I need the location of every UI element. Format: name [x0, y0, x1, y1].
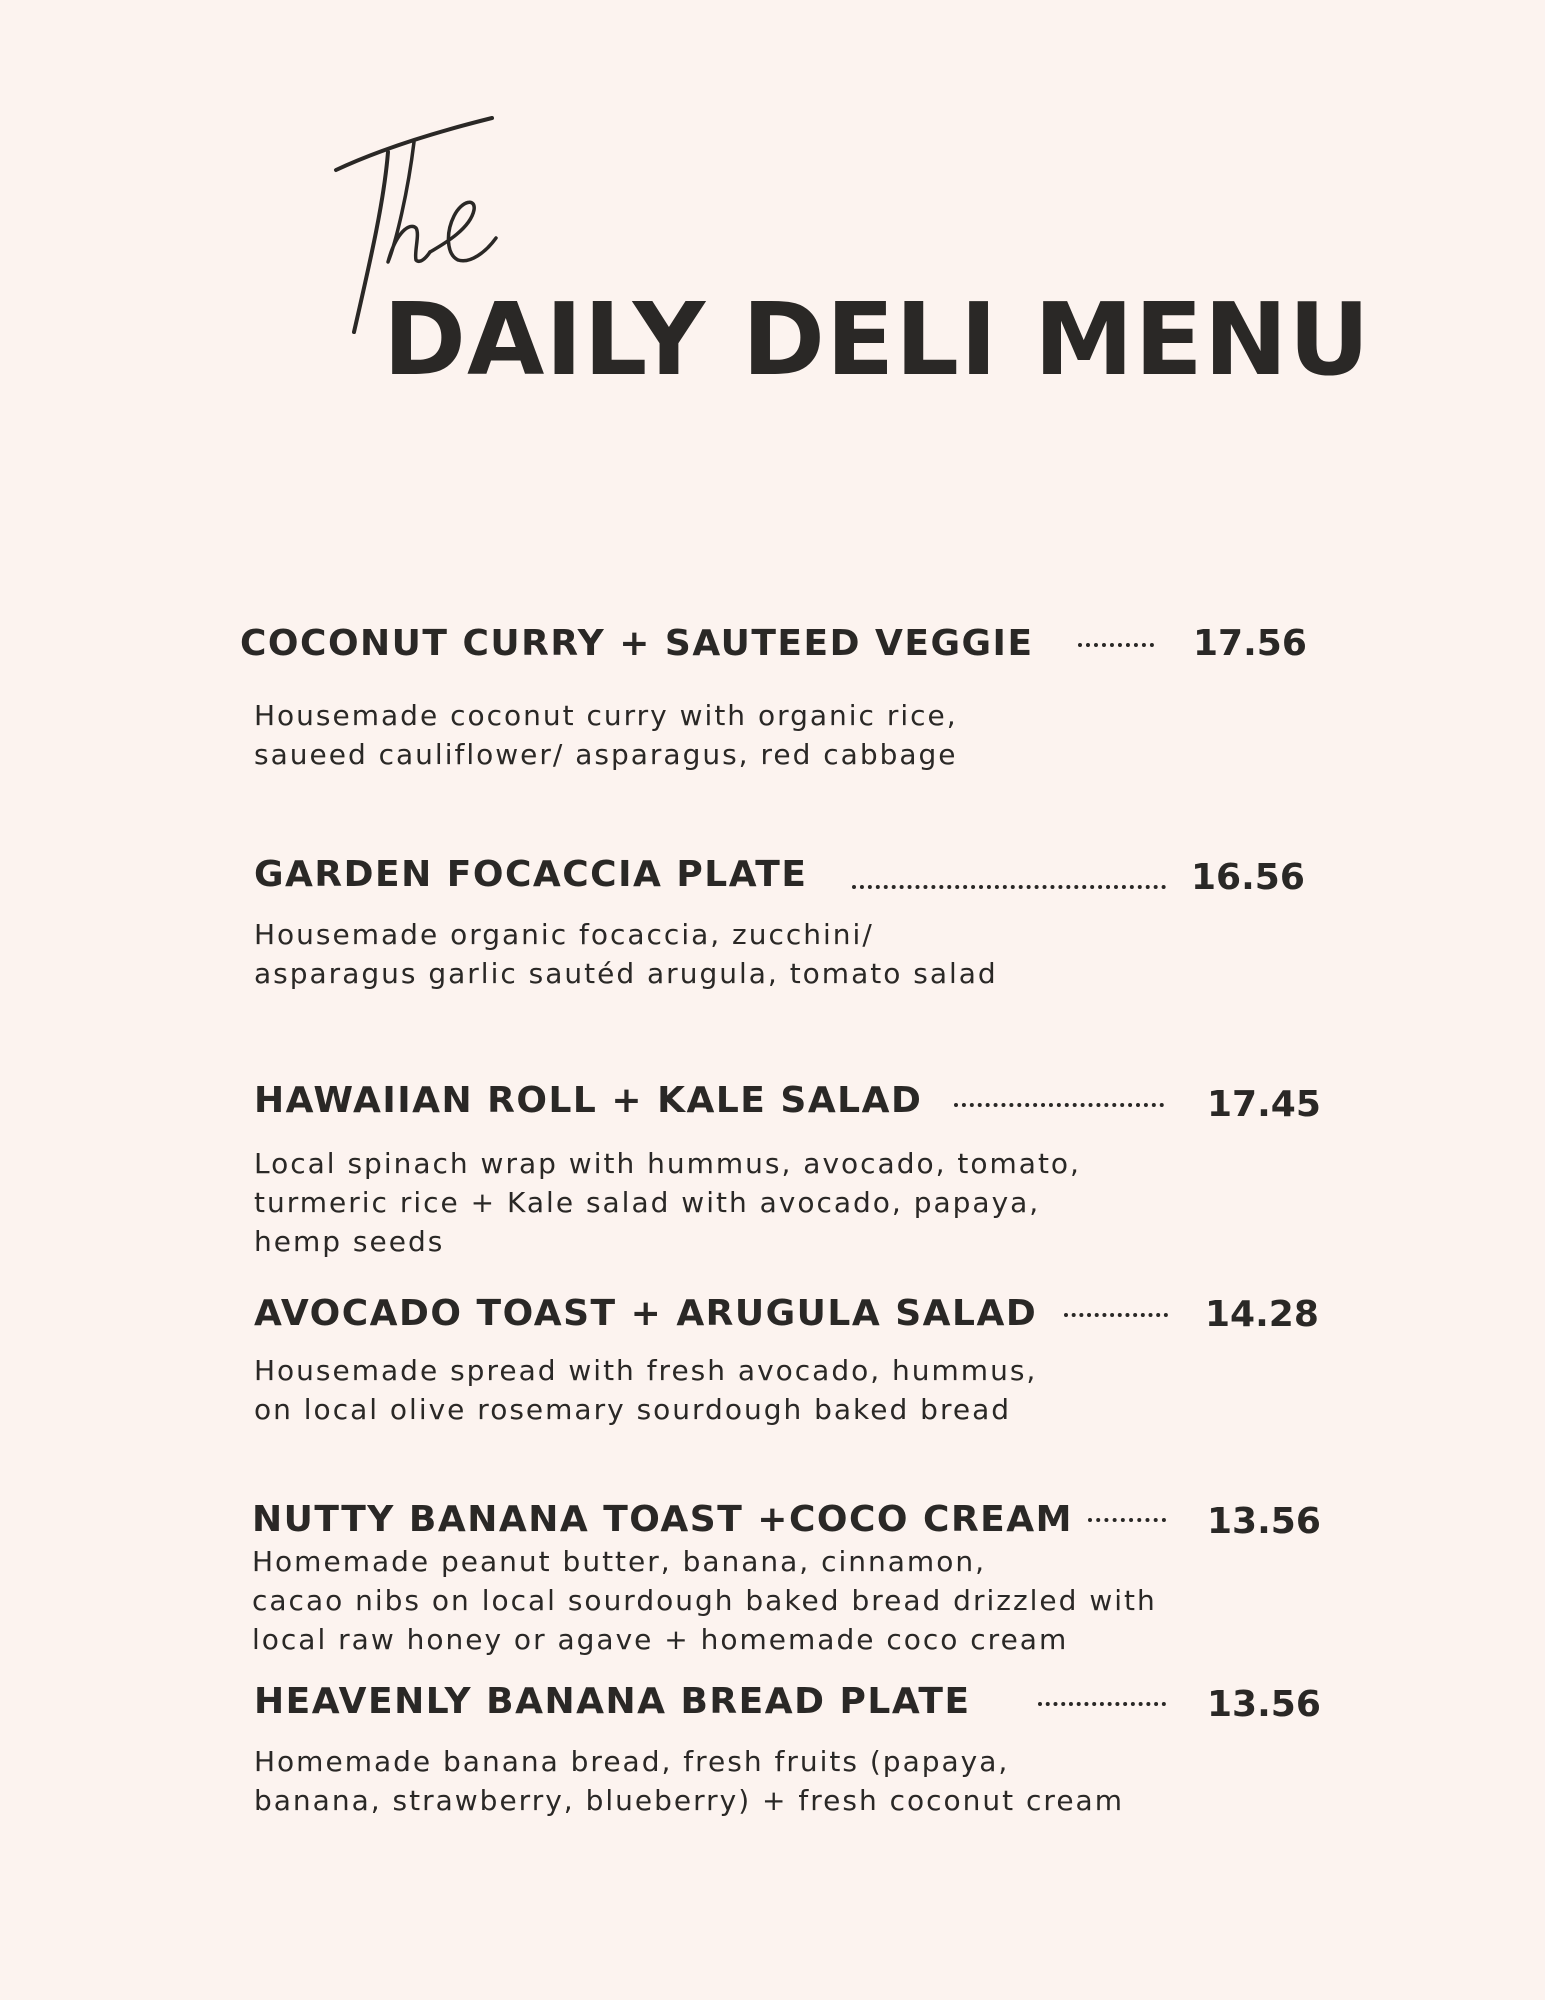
menu-item-name: AVOCADO TOAST + ARUGULA SALAD [254, 1293, 1038, 1334]
description-line: local raw honey or agave + homemade coco cream [252, 1623, 1069, 1656]
description-line: hemp seeds [254, 1225, 445, 1258]
menu-title: DAILY DELI MENU [383, 281, 1371, 398]
dotted-leader [1088, 1518, 1166, 1522]
description-line: Housemade spread with fresh avocado, hummus, [254, 1354, 1038, 1387]
menu-item-description [252, 1542, 1157, 1659]
menu-item-name: GARDEN FOCACCIA PLATE [254, 854, 808, 895]
description-line: banana, strawberry, blueberry) + fresh coconut cream [254, 1784, 1124, 1817]
description-line: Homemade peanut butter, banana, cinnamon, [252, 1545, 986, 1578]
dotted-leader [1038, 1702, 1166, 1706]
menu-item-price: 14.28 [1205, 1294, 1319, 1335]
menu-item-name: NUTTY BANANA TOAST +COCO CREAM [252, 1499, 1073, 1540]
dotted-leader [852, 885, 1166, 889]
menu-item-description [254, 1351, 1037, 1429]
menu-item-description [254, 696, 958, 774]
dotted-leader [1064, 1313, 1168, 1317]
menu-item-name: COCONUT CURRY + SAUTEED VEGGIE [240, 623, 1034, 664]
menu-item-description [254, 1742, 1124, 1820]
menu-item-name: HAWAIIAN ROLL + KALE SALAD [254, 1080, 923, 1121]
description-line: on local olive rosemary sourdough baked bread [254, 1393, 1011, 1426]
description-line: Homemade banana bread, fresh fruits (papaya, [254, 1745, 1010, 1778]
description-line: Housemade organic focaccia, zucchini/ [254, 918, 874, 951]
menu-item-description [254, 915, 998, 993]
description-line: Housemade coconut curry with organic rice, [254, 699, 958, 732]
menu-item-price: 16.56 [1191, 857, 1305, 898]
menu-item-price: 17.45 [1207, 1084, 1321, 1125]
dotted-leader [954, 1103, 1164, 1107]
menu-item-price: 17.56 [1193, 623, 1307, 664]
dotted-leader [1078, 643, 1154, 647]
description-line: cacao nibs on local sourdough baked bread drizzled with [252, 1584, 1157, 1617]
description-line: turmeric rice + Kale salad with avocado, papaya, [254, 1186, 1041, 1219]
description-line: saueed cauliflower/ asparagus, red cabbage [254, 738, 958, 771]
menu-item-price: 13.56 [1207, 1501, 1321, 1542]
menu-item-price: 13.56 [1207, 1684, 1321, 1725]
menu-item-name: HEAVENLY BANANA BREAD PLATE [254, 1681, 971, 1722]
description-line: Local spinach wrap with hummus, avocado, tomato, [254, 1147, 1081, 1180]
menu-item-description [254, 1144, 1081, 1261]
description-line: asparagus garlic sautéd arugula, tomato salad [254, 957, 998, 990]
